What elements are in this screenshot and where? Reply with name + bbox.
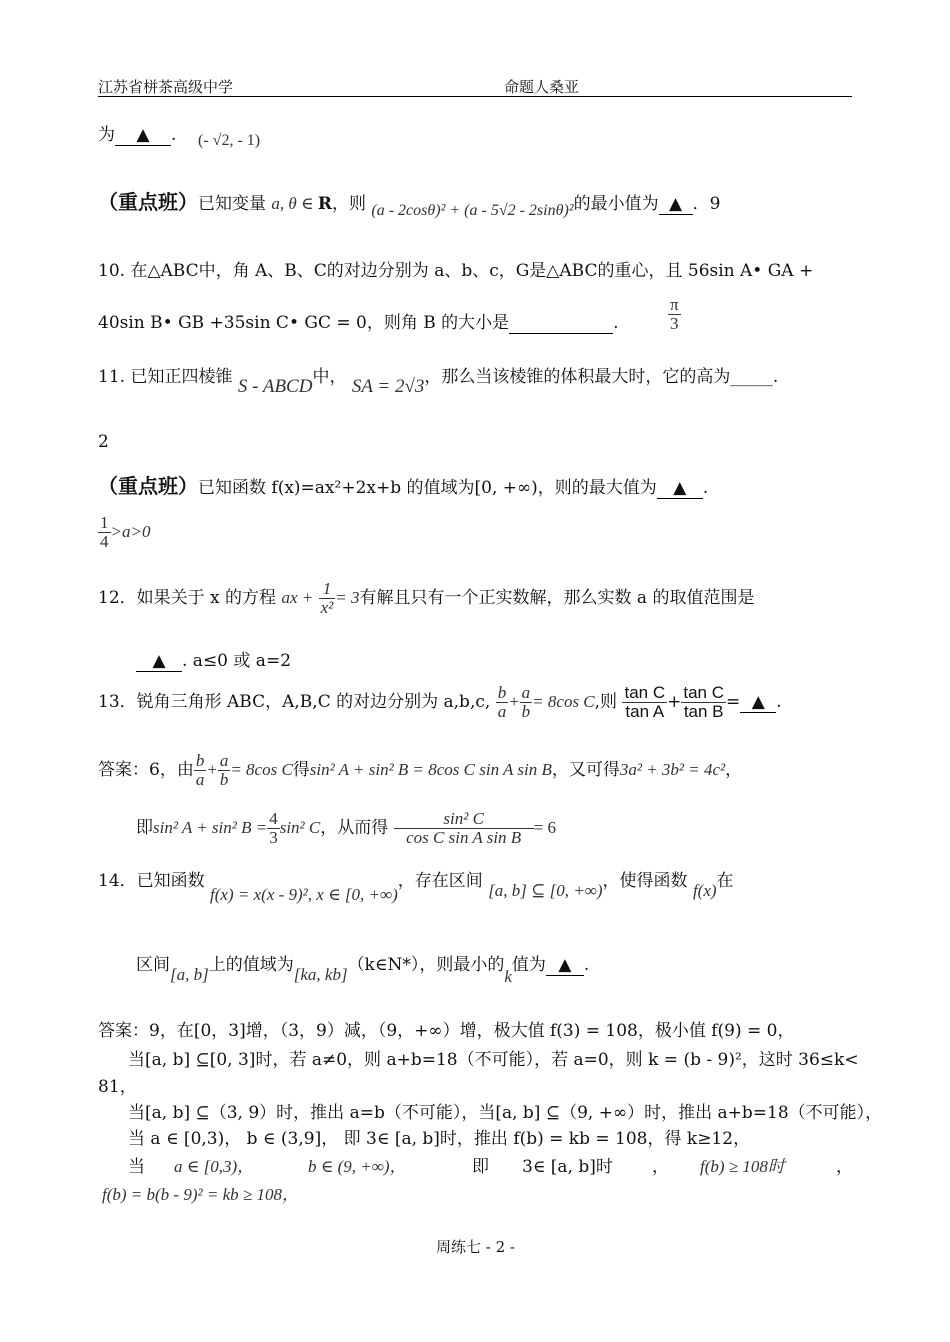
- q13-eq: = 8cos C: [532, 691, 595, 711]
- header-author: 命题人桑亚: [504, 78, 580, 96]
- ans13-f1n: b: [195, 751, 205, 770]
- q11-answer: 2: [98, 432, 109, 452]
- q14-fx: f(x) = x(x - 9)², x ∈ [0, +∞): [210, 885, 398, 904]
- q13-f2d: b: [521, 701, 531, 721]
- q11-cond: SA = 2√3: [351, 376, 425, 397]
- kp1-expr: (a - 2cosθ)² + (a - 5√2 - 2sinθ)²: [371, 202, 574, 219]
- q12-suffix: 有解且只有一个正实数解，那么实数 a 的取值范围是: [359, 587, 755, 608]
- q14-kab: [ka, kb]: [293, 965, 348, 984]
- q12-line2: [136, 646, 291, 672]
- ans14-l3: 81，: [98, 1077, 137, 1097]
- q11-suffix: ，那么当该棱锥的体积最大时，它的高为_____.: [424, 367, 779, 387]
- ans13-de: 得: [292, 759, 310, 780]
- q13-tail: .: [776, 691, 782, 712]
- q11-mid: 中，: [312, 367, 347, 387]
- q14-l2b: 上的值域为: [208, 955, 294, 975]
- ans13-f2d: b: [219, 769, 229, 789]
- kp1-tag: （重点班）: [98, 190, 198, 214]
- q13-t2n: tan C: [683, 683, 724, 702]
- ans13-plus: +: [206, 759, 218, 779]
- ans13-line2: [136, 810, 556, 847]
- ans14-l6c: b ∈ (9, +∞)，: [308, 1157, 407, 1176]
- q13-eqsign: =: [726, 691, 741, 712]
- ans13-f1d: a: [195, 769, 205, 789]
- ans13-eq4b: sin² C: [279, 817, 321, 837]
- q14-l2a: 区间: [136, 955, 170, 975]
- q10-ans-num: π: [670, 295, 679, 314]
- q11-line: [98, 362, 779, 397]
- triangle-mark: ▲: [136, 125, 150, 145]
- ans13-f2n: a: [219, 751, 229, 770]
- q10-answer: [668, 296, 681, 333]
- kp2: [98, 470, 708, 499]
- ans13-f43d: 3: [269, 827, 278, 847]
- q14-dot: .: [583, 955, 590, 975]
- q12-eq-den: x²: [320, 597, 334, 617]
- kp1-blank: [659, 194, 693, 215]
- q10-ans-den: 3: [670, 313, 679, 333]
- line1: 为 ▲ .: [98, 125, 177, 145]
- ans14-l6g: f(b) ≥ 108时: [700, 1157, 785, 1176]
- q14-ab: [a, b]: [170, 965, 209, 984]
- triangle-mark: ▲: [152, 651, 166, 671]
- kp1: [98, 186, 721, 219]
- ans13-f43n: 4: [269, 809, 278, 828]
- kp1-answer: ．9: [692, 194, 721, 214]
- line1-prefix: 为: [98, 125, 115, 145]
- ans14-l6h: ，: [836, 1157, 853, 1177]
- kp1-vars: a, θ ∈: [271, 194, 318, 213]
- q13-prefix: 13．锐角三角形 ABC，A,B,C 的对边分别为 a,b,c,: [98, 691, 491, 712]
- ans14-l6d: 即: [472, 1157, 489, 1177]
- q14-blank: [546, 955, 584, 976]
- q14-k: k: [504, 967, 512, 986]
- q14-l2c: （k∈N*），则最小的: [347, 955, 505, 975]
- q14-l2d: 值为: [511, 955, 546, 975]
- kp1-text-b: ，则: [331, 194, 366, 214]
- q12-eq-num: 1: [319, 580, 336, 599]
- q11-prefix: 11. 已知正四棱锥: [98, 367, 233, 387]
- q13-line: [98, 684, 782, 721]
- ans14-l7: f(b) = b(b - 9)² = kb ≥ 108，: [102, 1185, 299, 1204]
- ans13-hence: ，从而得: [320, 817, 389, 838]
- ans13-rd: cos C sin A sin B: [406, 827, 522, 847]
- triangle-mark: ▲: [751, 691, 765, 712]
- kp2-answer: [98, 514, 150, 551]
- q10-blank: [509, 313, 613, 334]
- ans13-eq3: 3a² + 3b² = 4c²: [619, 759, 726, 779]
- q13-t2d: tan B: [683, 701, 724, 721]
- q12-blank: [136, 651, 182, 672]
- ans13-eq4: sin² A + sin² B =: [153, 817, 268, 837]
- kp2-ans-den: 4: [100, 531, 109, 551]
- kp1-R: R: [317, 194, 332, 214]
- line1-blank: [115, 125, 171, 146]
- q13-t1n: tan C: [624, 683, 666, 702]
- q14-mid: ，存在区间: [397, 871, 483, 891]
- q13-then: ,则: [594, 691, 618, 712]
- q12-eq-left: ax +: [281, 587, 314, 607]
- q13-f1d: a: [497, 701, 507, 721]
- ans13-req: = 6: [533, 817, 556, 837]
- q13-t1d: tan A: [625, 701, 665, 721]
- q14-line1: [98, 866, 734, 904]
- header-rule: [98, 96, 852, 97]
- line1-answer: (- √2, - 1): [198, 132, 261, 149]
- q10-line2b: .: [613, 313, 619, 333]
- kp2-tail: .: [702, 478, 709, 498]
- q10-line2a: 40sin B• GB +35sin C• GC = 0，则角 B 的大小是: [98, 313, 510, 333]
- q14-tail: 在: [716, 871, 734, 891]
- q13-plus: +: [508, 691, 520, 711]
- ans13-comma: ，: [725, 759, 743, 780]
- ans13-a1: 答案：6，由: [98, 759, 194, 780]
- header-school: 江苏省栟茶高级中学: [98, 78, 234, 96]
- q12-eq-right: = 3: [335, 587, 360, 607]
- triangle-mark: ▲: [558, 955, 572, 975]
- ans14-l6a: 当: [128, 1157, 145, 1177]
- kp2-ans-num: 1: [100, 513, 109, 532]
- ans14-l6f: ，: [652, 1157, 669, 1177]
- ans13-rn: sin² C: [394, 810, 534, 829]
- kp2-text: 已知函数 f(x)=ax²+2x+b 的值域为[0, +∞)，则的最大值为: [198, 478, 657, 498]
- ans14-l4: 当[a, b] ⊆（3, 9）时，推出 a=b（不可能），当[a, b] ⊆（9, +∞）时，推出 a+b=18（不可能），: [128, 1103, 883, 1123]
- q12-line1: [98, 580, 754, 617]
- ans14-l2: 当[a, b] ⊆[0, 3]时，若 a≠0，则 a+b=18（不可能），若 a=0，则 k = (b - 9)²，这时 36≤k<: [128, 1050, 859, 1070]
- q14-mid2: ，使得函数: [602, 871, 688, 891]
- q13-blank: [740, 692, 776, 713]
- ans13-b1: 即: [136, 817, 153, 838]
- triangle-mark: ▲: [669, 194, 683, 214]
- ans14-l6e: 3∈ [a, b]时: [522, 1157, 613, 1177]
- q13-plus2: +: [667, 691, 682, 712]
- q14-line2: [136, 950, 590, 986]
- q11-pyramid: S - ABCD: [237, 376, 313, 397]
- ans13-line1: [98, 752, 742, 789]
- ans13-eq1: = 8cos C: [230, 759, 293, 779]
- q12-prefix: 12．如果关于 x 的方程: [98, 587, 277, 608]
- q13-f2n: a: [521, 683, 531, 702]
- kp1-text-a: 已知变量: [198, 194, 266, 214]
- q13-f1n: b: [497, 683, 507, 702]
- q10-line1: 10. 在△ABC中，角 A、B、C的对边分别为 a、b、c，G是△ABC的重心，且 56sin A• GA +: [98, 261, 814, 281]
- kp2-blank: [657, 478, 703, 499]
- q14-fx2: f(x): [692, 881, 717, 900]
- q14-prefix: 14．已知函数: [98, 871, 205, 891]
- ans13-again: ，又可得: [551, 759, 620, 780]
- kp2-ans-tail: >a>0: [110, 521, 151, 541]
- ans14-l5: 当 a ∈ [0,3)， b ∈ (3,9]， 即 3∈ [a, b]时，推出 f(b) = kb = 108，得 k≥12，: [128, 1129, 751, 1149]
- footer-page: 周练七 - 2 -: [436, 1238, 515, 1256]
- triangle-mark: ▲: [673, 478, 687, 498]
- ans14-l6b: a ∈ [0,3)，: [174, 1157, 255, 1176]
- q12-answer: . a≤0 或 a=2: [182, 651, 292, 671]
- kp1-text-c: 的最小值为: [573, 194, 659, 214]
- ans14-l1: 答案：9，在[0，3]增，（3，9）减，（9，+∞）增，极大值 f(3) = 108，极小值 f(9) = 0，: [98, 1021, 795, 1041]
- kp2-tag: （重点班）: [98, 474, 198, 498]
- ans13-eq2: sin² A + sin² B = 8cos C sin A sin B: [309, 759, 552, 779]
- q10-line2: [98, 308, 619, 334]
- q14-interval: [a, b] ⊆ [0, +∞): [488, 881, 603, 900]
